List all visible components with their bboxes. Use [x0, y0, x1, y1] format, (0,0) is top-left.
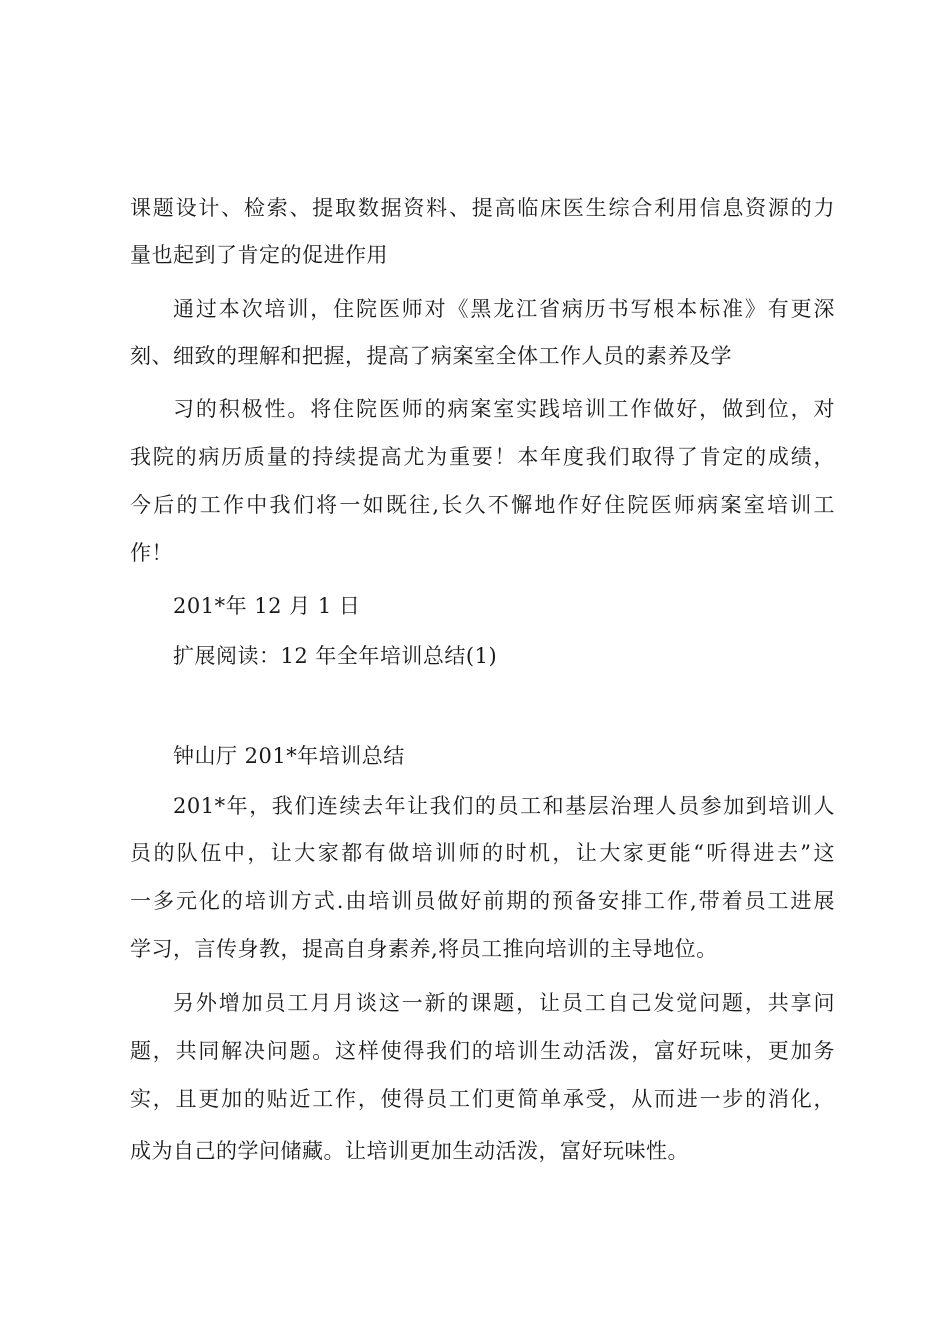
- paragraph-line: 课题设计、检索、提取数据资料、提高临床医生综合利用信息资源的力: [130, 196, 835, 220]
- paragraph-line: 习的积极性。将住院医师的病案室实践培训工作做好，做到位，对: [173, 397, 835, 421]
- date-line: 201*年 12 月 1 日: [173, 594, 361, 618]
- paragraph-line: 成为自己的学问储藏。让培训更加生动活泼，富好玩味性。: [130, 1139, 689, 1163]
- paragraph-line: 题，共同解决问题。这样使得我们的培训生动活泼，富好玩味，更加务: [130, 1039, 835, 1063]
- paragraph-line: 今后的工作中我们将一如既往,长久不懈地作好住院医师病案室培训工: [130, 493, 835, 517]
- section-title: 钟山厅 201*年培训总结: [173, 744, 405, 768]
- paragraph-line: 刻、细致的理解和把握，提高了病案室全体工作人员的素养及学: [130, 344, 732, 368]
- paragraph-line: 员的队伍中，让大家都有做培训师的时机，让大家更能“听得进去”这: [130, 841, 835, 865]
- paragraph-line: 通过本次培训，住院医师对《黑龙江省病历书写根本标准》有更深: [173, 297, 835, 321]
- paragraph-line: 一多元化的培训方式.由培训员做好前期的预备安排工作,带着员工进展: [130, 889, 835, 913]
- extended-reading-heading: 扩展阅读：12 年全年培训总结(1): [173, 644, 498, 668]
- paragraph-line: 量也起到了肯定的促进作用: [130, 243, 388, 267]
- paragraph-line: 实，且更加的贴近工作，使得员工们更简单承受，从而进一步的消化，: [130, 1087, 835, 1111]
- paragraph-line: 学习，言传身教，提高自身素养,将员工推向培训的主导地位。: [130, 937, 718, 961]
- paragraph-line: 201*年，我们连续去年让我们的员工和基层治理人员参加到培训人: [173, 794, 835, 818]
- paragraph-line: 我院的病历质量的持续提高尤为重要！本年度我们取得了肯定的成绩，: [130, 445, 835, 469]
- paragraph-line: 作！: [130, 541, 173, 565]
- paragraph-line: 另外增加员工月月谈这一新的课题，让员工自己发觉问题，共享问: [173, 991, 835, 1015]
